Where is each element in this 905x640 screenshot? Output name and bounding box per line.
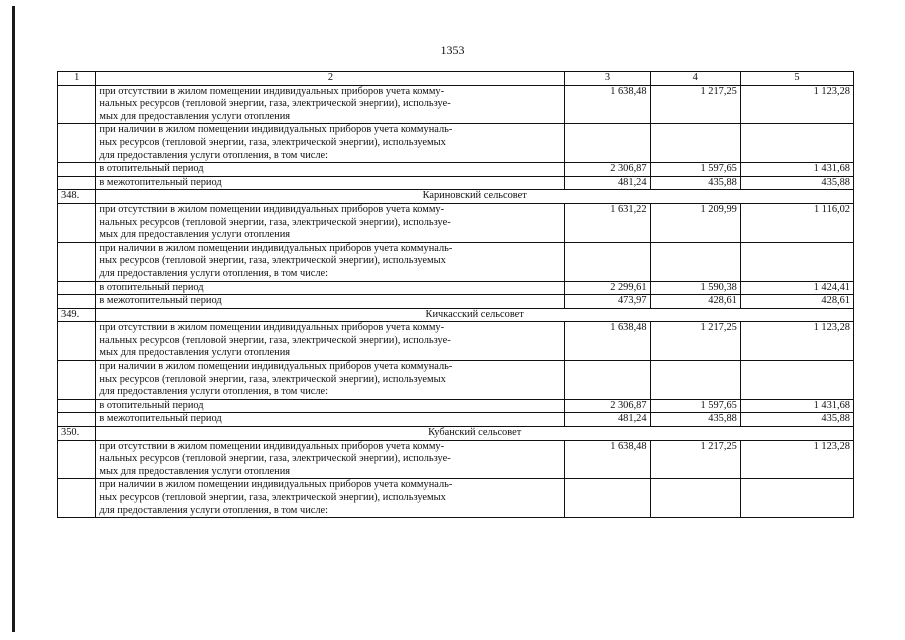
- description-line: при отсутствии в жилом помещении индивидуальных приборов учета комму-: [99, 322, 445, 334]
- description-line: мых для предоставления услуги отопления: [99, 465, 291, 477]
- row-number-cell: [58, 440, 96, 479]
- value-col-4: 1 590,38: [650, 281, 740, 295]
- table-row: [58, 440, 854, 479]
- value-col-4: 428,61: [650, 295, 740, 309]
- description-cell: [96, 440, 565, 479]
- description-cell: [96, 163, 565, 177]
- value-col-3: [565, 479, 650, 518]
- value-col-5: 1 123,28: [740, 85, 853, 124]
- value-col-4: 1 209,99: [650, 203, 740, 242]
- section-title: Кариновский сельсовет: [96, 190, 854, 204]
- header-col-5: 5: [740, 72, 853, 86]
- description-line: при отсутствии в жилом помещении индивидуальных приборов учета комму-: [99, 203, 445, 215]
- description-line: ных ресурсов (тепловой энергии, газа, электрической энергии), используемых: [99, 136, 446, 148]
- row-number-cell: [58, 281, 96, 295]
- description-cell: [96, 479, 565, 518]
- value-col-4: [650, 479, 740, 518]
- description-line: в межотопительный период: [99, 413, 222, 425]
- table-row: [58, 203, 854, 242]
- description-line: при отсутствии в жилом помещении индивидуальных приборов учета комму-: [99, 440, 445, 452]
- table-row: [58, 242, 854, 281]
- description-line: нальных ресурсов (тепловой энергии, газа, электрической энергии), используе-: [99, 216, 451, 228]
- header-col-4: 4: [650, 72, 740, 86]
- description-line: для предоставления услуги отопления, в том числе:: [99, 504, 329, 516]
- value-col-3: [565, 361, 650, 400]
- header-col-1: 1: [58, 72, 96, 86]
- value-col-3: 1 638,48: [565, 322, 650, 361]
- row-number-cell: [58, 413, 96, 427]
- table-row: [58, 322, 854, 361]
- description-line: в отопительный период: [99, 281, 204, 293]
- table-row: [58, 295, 854, 309]
- section-row: [58, 427, 854, 441]
- row-number-cell: [58, 85, 96, 124]
- value-col-4: 435,88: [650, 413, 740, 427]
- table-row: [58, 124, 854, 163]
- scan-edge-line: [12, 6, 15, 632]
- description-line: для предоставления услуги отопления, в том числе:: [99, 267, 329, 279]
- row-number-cell: [58, 295, 96, 309]
- value-col-3: 1 638,48: [565, 440, 650, 479]
- description-line: нальных ресурсов (тепловой энергии, газа, электрической энергии), используе-: [99, 453, 451, 465]
- description-line: в отопительный период: [99, 399, 204, 411]
- description-line: при наличии в жилом помещении индивидуальных приборов учета коммуналь-: [99, 479, 453, 491]
- value-col-4: 1 597,65: [650, 399, 740, 413]
- section-number: 349.: [58, 308, 96, 322]
- section-row: [58, 308, 854, 322]
- description-line: нальных ресурсов (тепловой энергии, газа, электрической энергии), используе-: [99, 334, 451, 346]
- value-col-3: 1 638,48: [565, 85, 650, 124]
- description-cell: [96, 176, 565, 190]
- description-cell: [96, 413, 565, 427]
- section-number: 350.: [58, 427, 96, 441]
- tariff-table: [57, 71, 854, 518]
- description-cell: [96, 85, 565, 124]
- row-number-cell: [58, 124, 96, 163]
- value-col-4: 1 217,25: [650, 440, 740, 479]
- value-col-3: 481,24: [565, 176, 650, 190]
- value-col-5: 435,88: [740, 413, 853, 427]
- description-line: ных ресурсов (тепловой энергии, газа, электрической энергии), используемых: [99, 492, 446, 503]
- description-cell: [96, 322, 565, 361]
- description-cell: [96, 361, 565, 400]
- description-line: в межотопительный период: [99, 295, 222, 307]
- description-line: при отсутствии в жилом помещении индивидуальных приборов учета комму-: [99, 85, 445, 97]
- row-number-cell: [58, 203, 96, 242]
- table-row: [58, 281, 854, 295]
- value-col-4: 1 217,25: [650, 322, 740, 361]
- value-col-4: [650, 124, 740, 163]
- header-col-3: 3: [565, 72, 650, 86]
- value-col-5: 1 431,68: [740, 163, 853, 177]
- row-number-cell: [58, 242, 96, 281]
- description-cell: [96, 124, 565, 163]
- section-title: Кичкасский сельсовет: [96, 308, 854, 322]
- description-line: мых для предоставления услуги отопления: [99, 347, 291, 359]
- value-col-3: 481,24: [565, 413, 650, 427]
- value-col-5: 1 123,28: [740, 322, 853, 361]
- table-row: [58, 176, 854, 190]
- header-col-2: 2: [96, 72, 565, 86]
- table-row: [58, 361, 854, 400]
- value-col-3: 473,97: [565, 295, 650, 309]
- value-col-5: [740, 124, 853, 163]
- description-cell: [96, 399, 565, 413]
- table-row: [58, 85, 854, 124]
- value-col-4: 435,88: [650, 176, 740, 190]
- row-number-cell: [58, 322, 96, 361]
- value-col-4: [650, 361, 740, 400]
- description-line: мых для предоставления услуги отопления: [99, 110, 291, 122]
- value-col-4: 1 597,65: [650, 163, 740, 177]
- description-line: при наличии в жилом помещении индивидуальных приборов учета коммуналь-: [99, 242, 453, 254]
- value-col-5: 1 116,02: [740, 203, 853, 242]
- value-col-3: 2 306,87: [565, 399, 650, 413]
- value-col-5: 1 431,68: [740, 399, 853, 413]
- description-line: для предоставления услуги отопления, в том числе:: [99, 149, 329, 161]
- section-title: Кубанский сельсовет: [96, 427, 854, 441]
- description-line: нальных ресурсов (тепловой энергии, газа, электрической энергии), используе-: [99, 98, 451, 110]
- value-col-3: [565, 124, 650, 163]
- row-number-cell: [58, 163, 96, 177]
- description-line: в межотопительный период: [99, 176, 222, 188]
- section-number: 348.: [58, 190, 96, 204]
- description-line: для предоставления услуги отопления, в том числе:: [99, 386, 329, 398]
- description-line: в отопительный период: [99, 163, 204, 175]
- row-number-cell: [58, 176, 96, 190]
- description-cell: [96, 242, 565, 281]
- table-row: [58, 163, 854, 177]
- value-col-3: 2 299,61: [565, 281, 650, 295]
- table-row: [58, 479, 854, 518]
- description-line: ных ресурсов (тепловой энергии, газа, электрической энергии), используемых: [99, 255, 446, 267]
- value-col-5: 1 123,28: [740, 440, 853, 479]
- value-col-5: [740, 361, 853, 400]
- value-col-5: 428,61: [740, 295, 853, 309]
- value-col-5: 435,88: [740, 176, 853, 190]
- table-header-row: [58, 72, 854, 86]
- description-cell: [96, 295, 565, 309]
- description-cell: [96, 203, 565, 242]
- page-number: 1353: [440, 43, 465, 57]
- value-col-4: [650, 242, 740, 281]
- value-col-3: [565, 242, 650, 281]
- table-row: [58, 413, 854, 427]
- row-number-cell: [58, 479, 96, 518]
- table-body: [58, 72, 854, 518]
- description-line: мых для предоставления услуги отопления: [99, 229, 291, 241]
- value-col-5: 1 424,41: [740, 281, 853, 295]
- value-col-3: 2 306,87: [565, 163, 650, 177]
- description-line: ных ресурсов (тепловой энергии, газа, электрической энергии), используемых: [99, 373, 446, 385]
- description-line: при наличии в жилом помещении индивидуальных приборов учета коммуналь-: [99, 124, 453, 136]
- value-col-4: 1 217,25: [650, 85, 740, 124]
- row-number-cell: [58, 399, 96, 413]
- value-col-5: [740, 242, 853, 281]
- row-number-cell: [58, 361, 96, 400]
- table-row: [58, 399, 854, 413]
- description-cell: [96, 281, 565, 295]
- section-row: [58, 190, 854, 204]
- value-col-5: [740, 479, 853, 518]
- value-col-3: 1 631,22: [565, 203, 650, 242]
- description-line: при наличии в жилом помещении индивидуальных приборов учета коммуналь-: [99, 361, 453, 373]
